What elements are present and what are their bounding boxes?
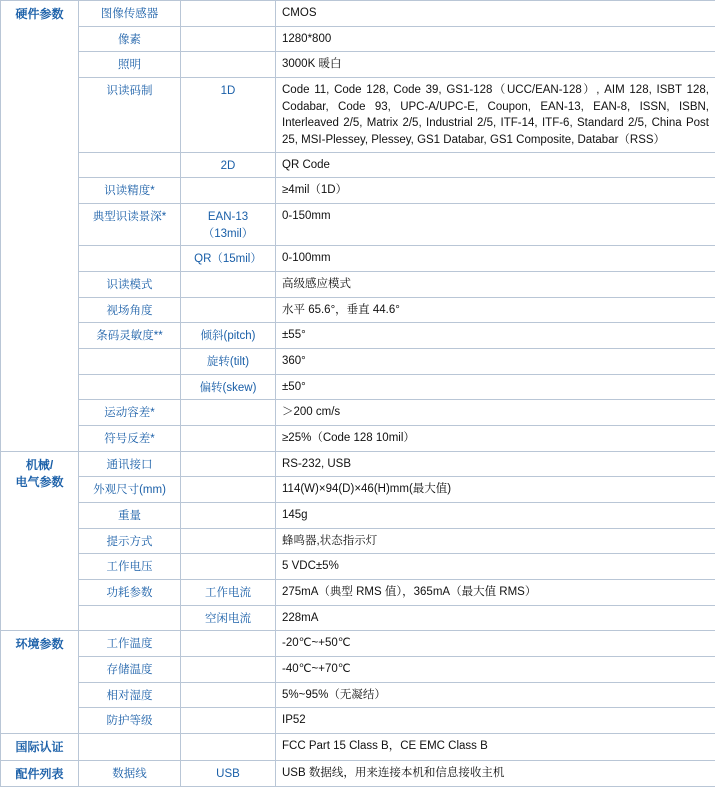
table-row bbox=[1, 760, 715, 786]
spec-sub-label: 旋转(tilt) bbox=[181, 349, 276, 375]
spec-sub-label bbox=[181, 426, 276, 452]
spec-item-label bbox=[79, 734, 181, 760]
spec-item-label bbox=[79, 374, 181, 400]
spec-item-label: 工作温度 bbox=[79, 631, 181, 657]
table-row bbox=[1, 734, 715, 760]
spec-sub-label bbox=[181, 178, 276, 204]
spec-item-label: 条码灵敏度** bbox=[79, 323, 181, 349]
spec-sub-label bbox=[181, 477, 276, 503]
spec-item-label: 防护等级 bbox=[79, 708, 181, 734]
spec-group-label bbox=[1, 451, 79, 631]
table-row bbox=[1, 374, 715, 400]
spec-item-label: 像素 bbox=[79, 26, 181, 52]
spec-value: ＞200 cm/s bbox=[276, 400, 715, 426]
spec-item-label: 图像传感器 bbox=[79, 1, 181, 27]
spec-item-label bbox=[79, 605, 181, 631]
spec-value: Code 11, Code 128, Code 39, GS1-128（UCC/EAN-128）, AIM 128, ISBT 128, Codabar, Code 93, UPC-A/UPC-E, Coupon, EAN-13, EAN-8, ISSN, ISBN, Interleaved 2/5, Matrix 2/5, Industrial 2/5, ITF-14, ITF-6, Standard 2/5, China Post 25, MSI-Plessey, Plessey, GS1 Databar, GS1 Composite, Databar（RSS） bbox=[276, 78, 715, 153]
spec-item-label: 相对湿度 bbox=[79, 682, 181, 708]
spec-item-label: 识读模式 bbox=[79, 272, 181, 298]
spec-sub-label bbox=[181, 631, 276, 657]
spec-value: 5%~95%（无凝结） bbox=[276, 682, 715, 708]
spec-sub-label bbox=[181, 734, 276, 760]
table-row bbox=[1, 52, 715, 78]
spec-sub-label: QR（15mil） bbox=[181, 246, 276, 272]
spec-item-label: 外观尺寸(mm) bbox=[79, 477, 181, 503]
spec-sub-label: 偏转(skew) bbox=[181, 374, 276, 400]
table-row bbox=[1, 451, 715, 477]
spec-item-label: 运动容差* bbox=[79, 400, 181, 426]
spec-item-label bbox=[79, 349, 181, 375]
table-row bbox=[1, 708, 715, 734]
spec-value: ≥25%（Code 128 10mil） bbox=[276, 426, 715, 452]
spec-value: 0-150mm bbox=[276, 204, 715, 246]
spec-value: QR Code bbox=[276, 152, 715, 178]
spec-item-label: 存储温度 bbox=[79, 657, 181, 683]
spec-value: USB 数据线，用来连接本机和信息接收主机 bbox=[276, 760, 715, 786]
spec-item-label: 视场角度 bbox=[79, 297, 181, 323]
spec-sub-label: 空闲电流 bbox=[181, 605, 276, 631]
spec-value: FCC Part 15 Class B，CE EMC Class B bbox=[276, 734, 715, 760]
table-row bbox=[1, 426, 715, 452]
table-row bbox=[1, 1, 715, 27]
spec-group-label-line: 电气参数 bbox=[7, 474, 72, 491]
table-row bbox=[1, 605, 715, 631]
spec-value: 228mA bbox=[276, 605, 715, 631]
spec-value: RS-232, USB bbox=[276, 451, 715, 477]
spec-item-label: 识读码制 bbox=[79, 78, 181, 153]
spec-item-label: 识读精度* bbox=[79, 178, 181, 204]
spec-sub-label bbox=[181, 708, 276, 734]
spec-value: 蜂鸣器,状态指示灯 bbox=[276, 528, 715, 554]
table-row bbox=[1, 528, 715, 554]
specification-table-body bbox=[1, 1, 715, 787]
spec-value: IP52 bbox=[276, 708, 715, 734]
spec-item-label: 工作电压 bbox=[79, 554, 181, 580]
spec-value: 1280*800 bbox=[276, 26, 715, 52]
table-row bbox=[1, 246, 715, 272]
spec-item-label: 重量 bbox=[79, 503, 181, 529]
spec-sub-label: 工作电流 bbox=[181, 580, 276, 606]
spec-value: -20℃~+50℃ bbox=[276, 631, 715, 657]
spec-value: 275mA（典型 RMS 值），365mA（最大值 RMS） bbox=[276, 580, 715, 606]
table-row bbox=[1, 349, 715, 375]
spec-group-label-line: 机械/ bbox=[7, 457, 72, 474]
spec-value: 3000K 暖白 bbox=[276, 52, 715, 78]
spec-item-label: 典型识读景深* bbox=[79, 204, 181, 246]
table-row bbox=[1, 152, 715, 178]
spec-sub-label: 倾斜(pitch) bbox=[181, 323, 276, 349]
spec-sub-label bbox=[181, 1, 276, 27]
spec-sub-label bbox=[181, 52, 276, 78]
spec-item-label bbox=[79, 152, 181, 178]
spec-value: 114(W)×94(D)×46(H)mm(最大值) bbox=[276, 477, 715, 503]
spec-group-label: 环境参数 bbox=[1, 631, 79, 734]
spec-item-label: 符号反差* bbox=[79, 426, 181, 452]
spec-value: 0-100mm bbox=[276, 246, 715, 272]
spec-group-label: 硬件参数 bbox=[1, 1, 79, 452]
spec-sub-label bbox=[181, 272, 276, 298]
spec-item-label: 提示方式 bbox=[79, 528, 181, 554]
table-row bbox=[1, 297, 715, 323]
spec-sub-label: 2D bbox=[181, 152, 276, 178]
spec-group-label: 国际认证 bbox=[1, 734, 79, 760]
spec-value: 5 VDC±5% bbox=[276, 554, 715, 580]
spec-value: 145g bbox=[276, 503, 715, 529]
spec-sub-label: 1D bbox=[181, 78, 276, 153]
table-row bbox=[1, 580, 715, 606]
spec-group-label: 配件列表 bbox=[1, 760, 79, 786]
table-row bbox=[1, 554, 715, 580]
spec-value: 水平 65.6°，垂直 44.6° bbox=[276, 297, 715, 323]
table-row bbox=[1, 323, 715, 349]
spec-value: 高级感应模式 bbox=[276, 272, 715, 298]
spec-item-label: 通讯接口 bbox=[79, 451, 181, 477]
spec-sub-label bbox=[181, 554, 276, 580]
spec-item-label: 照明 bbox=[79, 52, 181, 78]
spec-sub-label bbox=[181, 657, 276, 683]
table-row bbox=[1, 272, 715, 298]
table-row bbox=[1, 631, 715, 657]
spec-sub-label bbox=[181, 682, 276, 708]
spec-sub-label bbox=[181, 297, 276, 323]
spec-item-label: 功耗参数 bbox=[79, 580, 181, 606]
spec-sub-label bbox=[181, 503, 276, 529]
table-row bbox=[1, 26, 715, 52]
table-row bbox=[1, 178, 715, 204]
spec-sub-label: EAN-13（13mil） bbox=[181, 204, 276, 246]
spec-value: ≥4mil（1D） bbox=[276, 178, 715, 204]
spec-value: 360° bbox=[276, 349, 715, 375]
spec-sub-label bbox=[181, 528, 276, 554]
spec-value: ±50° bbox=[276, 374, 715, 400]
table-row bbox=[1, 400, 715, 426]
table-row bbox=[1, 477, 715, 503]
table-row bbox=[1, 682, 715, 708]
spec-sub-label bbox=[181, 451, 276, 477]
spec-sub-label bbox=[181, 26, 276, 52]
table-row bbox=[1, 78, 715, 153]
spec-value: CMOS bbox=[276, 1, 715, 27]
table-row bbox=[1, 204, 715, 246]
spec-item-label: 数据线 bbox=[79, 760, 181, 786]
spec-value: ±55° bbox=[276, 323, 715, 349]
table-row bbox=[1, 657, 715, 683]
spec-value: -40℃~+70℃ bbox=[276, 657, 715, 683]
spec-sub-label: USB bbox=[181, 760, 276, 786]
table-row bbox=[1, 503, 715, 529]
spec-sub-label bbox=[181, 400, 276, 426]
spec-item-label bbox=[79, 246, 181, 272]
